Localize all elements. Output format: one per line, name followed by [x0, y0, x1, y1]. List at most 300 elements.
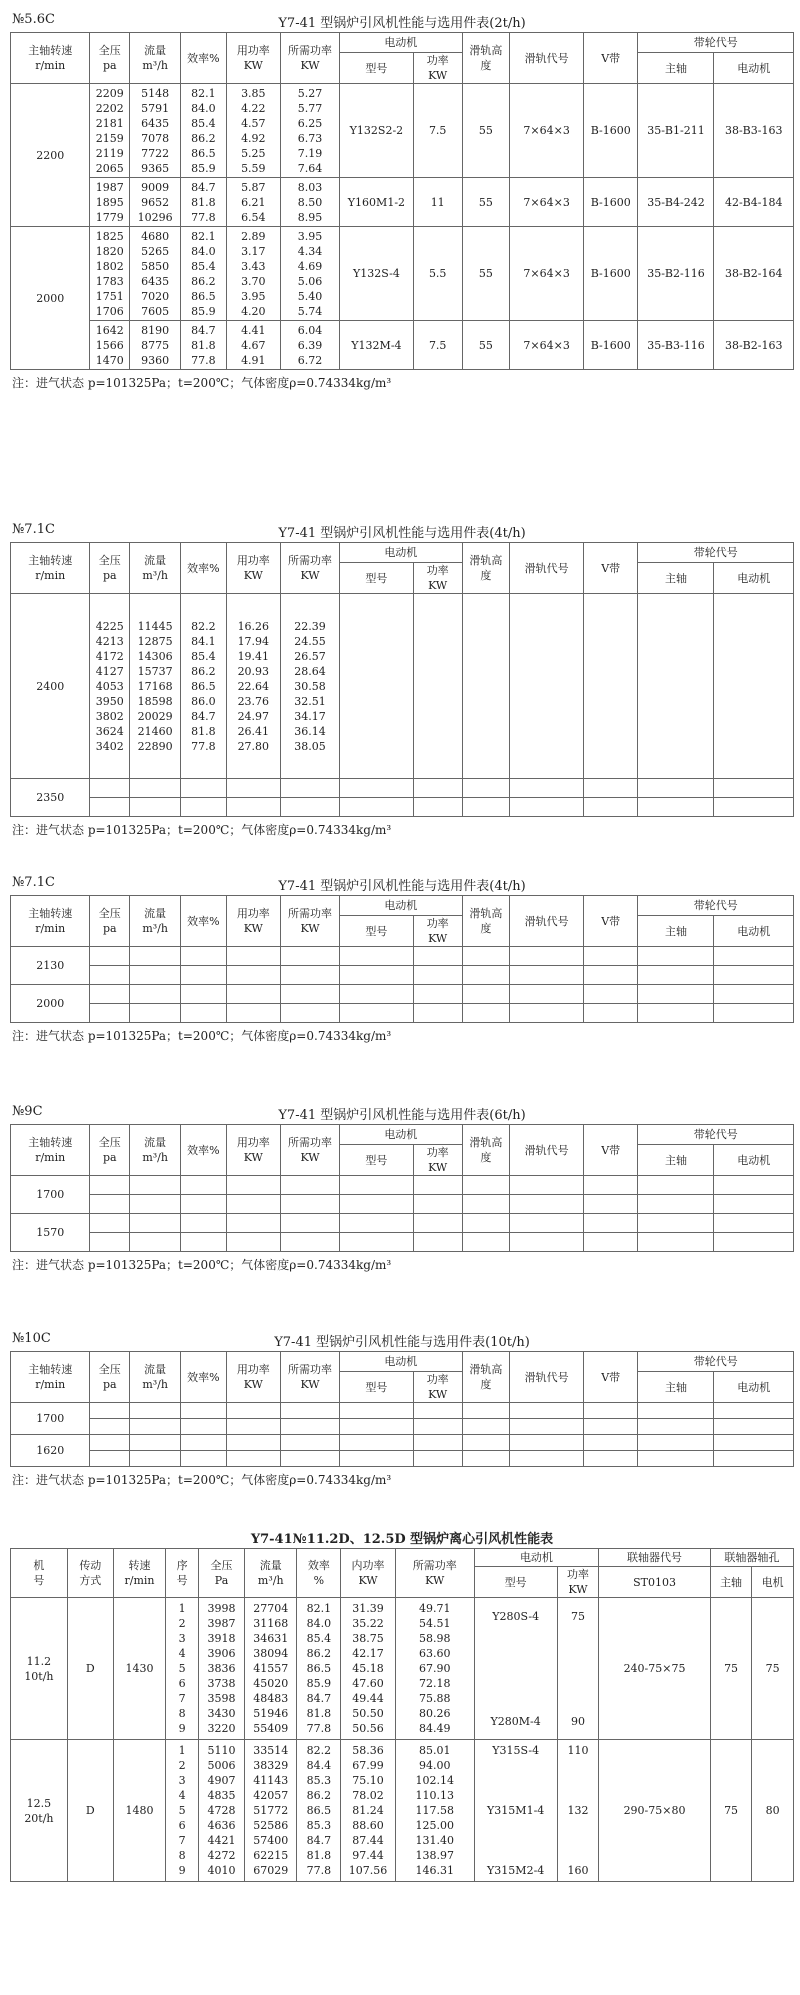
- empty-cell: [281, 947, 340, 966]
- table-heading: [10, 520, 794, 542]
- rail-height-header: 滑轨高 度: [462, 543, 510, 594]
- rail-height-header: 滑轨高 度: [462, 896, 510, 947]
- motor-power-cell: 7.5: [413, 321, 462, 370]
- speed-cell: 2200: [11, 84, 90, 227]
- empty-cell: [226, 1195, 280, 1214]
- empty-cell: [90, 966, 130, 985]
- power-header: 用功率 KW: [226, 543, 280, 594]
- table-row: [11, 594, 794, 779]
- pulley-motor-header: 电动机: [714, 53, 794, 84]
- motor-hole-cell: 75: [752, 1598, 794, 1740]
- pulley-code-header: 带轮代号: [638, 543, 794, 563]
- empty-cell: [130, 966, 181, 985]
- spindle-header: 主轴: [638, 1372, 714, 1403]
- header-row: [11, 1352, 794, 1372]
- spindle-header: 主轴: [638, 1145, 714, 1176]
- empty-cell: [181, 966, 226, 985]
- empty-cell: [510, 947, 584, 966]
- vbelt-header: V带: [583, 33, 637, 84]
- empty-cell: [130, 1004, 181, 1023]
- empty-cell: [181, 1214, 226, 1233]
- pressure-cell: 1987 1895 1779: [90, 178, 130, 227]
- table-title: Y7-41 型锅炉引风机性能与选用件表(4t/h): [278, 526, 526, 541]
- speed-cell: 2000: [11, 227, 90, 370]
- empty-cell: [714, 798, 794, 817]
- empty-cell: [462, 1214, 510, 1233]
- spindle-pulley-cell: 35-B2-116: [638, 227, 714, 321]
- spindle-hole-cell: 75: [710, 1598, 752, 1740]
- empty-cell: [226, 1403, 280, 1419]
- empty-cell: [226, 779, 280, 798]
- empty-cell: [340, 798, 414, 817]
- inner-power-header: 内功率 KW: [341, 1549, 396, 1598]
- rail-code-header: 滑轨代号: [510, 1125, 584, 1176]
- empty-cell: [281, 1233, 340, 1252]
- motor-header: 电动机: [340, 1352, 463, 1372]
- table-row: [11, 1233, 794, 1252]
- empty-cell: [413, 966, 462, 985]
- empty-cell: [714, 1435, 794, 1451]
- table-heading: [10, 10, 794, 32]
- flow-cell: 5148 5791 6435 7078 7722 9365: [130, 84, 181, 178]
- efficiency-cell: 82.2 84.1 85.4 86.2 86.5 86.0 84.7 81.8 77.8: [181, 594, 226, 779]
- vbelt-cell: B-1600: [583, 178, 637, 227]
- efficiency-cell: 82.1 84.0 85.4 86.2 86.5 85.9: [181, 227, 226, 321]
- motor-model-cell: Y280S-4 Y280M-4: [474, 1598, 557, 1740]
- vbelt-header: V带: [583, 896, 637, 947]
- efficiency-cell: 82.1 84.0 85.4 86.2 86.5 85.9: [181, 84, 226, 178]
- flow-cell: 8190 8775 9360: [130, 321, 181, 370]
- empty-cell: [281, 985, 340, 1004]
- flow-cell: 11445 12875 14306 15737 17168 18598 20029 21460 22890: [130, 594, 181, 779]
- empty-cell: [714, 947, 794, 966]
- required-power-header: 所需功率 KW: [281, 33, 340, 84]
- motor-power-header: 功率 KW: [413, 916, 462, 947]
- empty-cell: [281, 1419, 340, 1435]
- rail-height-header: 滑轨高 度: [462, 1352, 510, 1403]
- empty-cell: [413, 1435, 462, 1451]
- empty-cell: [281, 798, 340, 817]
- required-power-header: 所需功率 KW: [281, 896, 340, 947]
- empty-cell: [413, 985, 462, 1004]
- empty-cell: [181, 1233, 226, 1252]
- header-row: [11, 896, 794, 916]
- speed-header: 主轴转速 r/min: [11, 1352, 90, 1403]
- flow-cell: 9009 9652 10296: [130, 178, 181, 227]
- required-power-cell: 6.04 6.39 6.72: [281, 321, 340, 370]
- empty-cell: [181, 779, 226, 798]
- empty-cell: [340, 947, 414, 966]
- empty-cell: [226, 1451, 280, 1467]
- empty-cell: [413, 779, 462, 798]
- table-title: Y7-41 型锅炉引风机性能与选用件表(10t/h): [274, 1335, 530, 1350]
- empty-cell: [583, 1214, 637, 1233]
- pulley-motor-header: 电动机: [714, 563, 794, 594]
- power-cell: 4.41 4.67 4.91: [226, 321, 280, 370]
- sequence-cell: 1 2 3 4 5 6 7 8 9: [166, 1598, 199, 1740]
- empty-cell: [510, 1403, 584, 1419]
- empty-cell: [638, 1403, 714, 1419]
- efficiency-cell: 84.7 81.8 77.8: [181, 178, 226, 227]
- empty-cell: [638, 779, 714, 798]
- efficiency-cell: 84.7 81.8 77.8: [181, 321, 226, 370]
- motor-header: 电动机: [340, 896, 463, 916]
- flow-header: 流量 m³/h: [130, 1352, 181, 1403]
- empty-cell: [181, 1176, 226, 1195]
- empty-cell: [510, 966, 584, 985]
- pressure-cell: 2209 2202 2181 2159 2119 2065: [90, 84, 130, 178]
- efficiency-header: 效率%: [181, 1352, 226, 1403]
- empty-cell: [181, 985, 226, 1004]
- empty-cell: [281, 1451, 340, 1467]
- pressure-header: 全压 pa: [90, 1352, 130, 1403]
- performance-table: [10, 895, 794, 1023]
- empty-cell: [462, 1004, 510, 1023]
- drive-type-cell: D: [67, 1598, 113, 1740]
- motor-power-cell: 7.5: [413, 84, 462, 178]
- empty-cell: [714, 1195, 794, 1214]
- empty-cell: [130, 1419, 181, 1435]
- fan-number: №9C: [12, 1104, 43, 1119]
- table-row: [11, 84, 794, 178]
- speed-cell: 2350: [11, 779, 90, 817]
- empty-cell: [510, 985, 584, 1004]
- required-power-header: 所需功率 KW: [281, 1125, 340, 1176]
- motor-model-header: 型号: [340, 916, 414, 947]
- empty-cell: [340, 779, 414, 798]
- motor-header: 电动机: [474, 1549, 599, 1567]
- flow-header: 流量 m³/h: [130, 543, 181, 594]
- motor-model-header: 型号: [340, 563, 414, 594]
- power-header: 用功率 KW: [226, 1125, 280, 1176]
- empty-cell: [462, 985, 510, 1004]
- fan-number: №5.6C: [12, 12, 55, 27]
- motor-model-cell: Y132S-4: [340, 227, 414, 321]
- efficiency-cell: 82.2 84.4 85.3 86.2 86.5 85.3 84.7 81.8 77.8: [297, 1740, 341, 1882]
- spindle-pulley-cell: 35-B3-116: [638, 321, 714, 370]
- table-title: Y7-41№11.2D、12.5D 型锅炉离心引风机性能表: [250, 1532, 554, 1547]
- inlet-condition-note: 注：进气状态 p=101325Pa；t=200℃；气体密度ρ=0.74334kg/m³: [12, 1258, 392, 1272]
- required-power-cell: 85.01 94.00 102.14 110.13 117.58 125.00 131.40 138.97 146.31: [395, 1740, 474, 1882]
- spindle-pulley-cell: 35-B4-242: [638, 178, 714, 227]
- empty-cell: [510, 1214, 584, 1233]
- empty-cell: [714, 1451, 794, 1467]
- motor-model-header: 型号: [340, 1145, 414, 1176]
- inlet-condition-note: 注：进气状态 p=101325Pa；t=200℃；气体密度ρ=0.74334kg/m³: [12, 823, 392, 837]
- required-power-cell: 49.71 54.51 58.98 63.60 67.90 72.18 75.88 80.26 84.49: [395, 1598, 474, 1740]
- empty-cell: [90, 1176, 130, 1195]
- table-row: [11, 1195, 794, 1214]
- rail-height-header: 滑轨高 度: [462, 1125, 510, 1176]
- empty-cell: [226, 798, 280, 817]
- table-5-6c: [10, 10, 794, 394]
- empty-cell: [281, 1403, 340, 1419]
- empty-cell: [583, 1233, 637, 1252]
- empty-cell: [510, 1195, 584, 1214]
- speed-header: 主轴转速 r/min: [11, 896, 90, 947]
- empty-cell: [181, 947, 226, 966]
- fan-number: №7.1C: [12, 522, 55, 537]
- inlet-condition-note: 注：进气状态 p=101325Pa；t=200℃；气体密度ρ=0.74334kg/m³: [12, 1473, 392, 1487]
- drive-type-header: 传动 方式: [67, 1549, 113, 1598]
- required-power-header: 所需功率 KW: [281, 543, 340, 594]
- power-cell: 3.85 4.22 4.57 4.92 5.25 5.59: [226, 84, 280, 178]
- empty-cell: [413, 1233, 462, 1252]
- empty-cell: [462, 1195, 510, 1214]
- empty-cell: [181, 1451, 226, 1467]
- table-row: [11, 1451, 794, 1467]
- empty-cell: [510, 1419, 584, 1435]
- table-row: [11, 1419, 794, 1435]
- empty-cell: [340, 1451, 414, 1467]
- pulley-code-header: 带轮代号: [638, 33, 794, 53]
- spindle-header: 主轴: [710, 1567, 752, 1598]
- machine-no-header: 机 号: [11, 1549, 68, 1598]
- table-heading: [10, 873, 794, 895]
- rail-code-header: 滑轨代号: [510, 1352, 584, 1403]
- empty-cell: [340, 1004, 414, 1023]
- table-row: [11, 985, 794, 1004]
- speed-cell: 1620: [11, 1435, 90, 1467]
- flow-header: 流量 m³/h: [244, 1549, 296, 1598]
- motor-model-header: 型号: [474, 1567, 557, 1598]
- pulley-motor-header: 电动机: [714, 1372, 794, 1403]
- empty-cell: [130, 1435, 181, 1451]
- empty-cell: [462, 1451, 510, 1467]
- empty-cell: [340, 1176, 414, 1195]
- vbelt-cell: B-1600: [583, 321, 637, 370]
- header-row: [11, 543, 794, 563]
- rail-height-header: 滑轨高 度: [462, 33, 510, 84]
- fan-number: №7.1C: [12, 875, 55, 890]
- table-row: [11, 1740, 794, 1882]
- empty-cell: [714, 1214, 794, 1233]
- empty-cell: [90, 1451, 130, 1467]
- table-title: Y7-41 型锅炉引风机性能与选用件表(4t/h): [278, 879, 526, 894]
- motor-model-cell: Y132S2-2: [340, 84, 414, 178]
- performance-table: [10, 1124, 794, 1252]
- empty-cell: [462, 947, 510, 966]
- table-heading: [10, 1329, 794, 1351]
- empty-cell: [638, 1435, 714, 1451]
- table-11-2d-12-5d: [10, 1526, 794, 1882]
- vbelt-header: V带: [583, 1125, 637, 1176]
- empty-cell: [340, 1195, 414, 1214]
- empty-cell: [281, 1176, 340, 1195]
- table-row: [11, 1214, 794, 1233]
- empty-cell: [714, 1233, 794, 1252]
- required-power-cell: 22.39 24.55 26.57 28.64 30.58 32.51 34.17 36.14 38.05: [281, 594, 340, 779]
- empty-cell: [638, 1176, 714, 1195]
- empty-cell: [340, 985, 414, 1004]
- empty-cell: [281, 779, 340, 798]
- empty-cell: [510, 594, 584, 779]
- inlet-condition-note: 注：进气状态 p=101325Pa；t=200℃；气体密度ρ=0.74334kg/m³: [12, 376, 392, 390]
- table-row: [11, 227, 794, 321]
- empty-cell: [130, 985, 181, 1004]
- empty-cell: [90, 1195, 130, 1214]
- table-row: [11, 1403, 794, 1419]
- empty-cell: [413, 947, 462, 966]
- motor-power-header: 功率 KW: [413, 563, 462, 594]
- motor-power-cell: 5.5: [413, 227, 462, 321]
- empty-cell: [226, 1176, 280, 1195]
- spindle-hole-cell: 75: [710, 1740, 752, 1882]
- pulley-code-header: 带轮代号: [638, 896, 794, 916]
- speed-header: 主轴转速 r/min: [11, 543, 90, 594]
- empty-cell: [510, 1233, 584, 1252]
- performance-table: [10, 1351, 794, 1467]
- table-7-1c-a: [10, 520, 794, 841]
- rail-height-cell: 55: [462, 84, 510, 178]
- empty-cell: [90, 1403, 130, 1419]
- empty-cell: [181, 1195, 226, 1214]
- empty-cell: [510, 1176, 584, 1195]
- sequence-cell: 1 2 3 4 5 6 7 8 9: [166, 1740, 199, 1882]
- table-row: [11, 966, 794, 985]
- empty-cell: [90, 1419, 130, 1435]
- power-cell: 2.89 3.17 3.43 3.70 3.95 4.20: [226, 227, 280, 321]
- table-9c: [10, 1102, 794, 1276]
- speed-cell: 2400: [11, 594, 90, 779]
- rail-height-cell: 55: [462, 321, 510, 370]
- empty-cell: [226, 966, 280, 985]
- empty-cell: [340, 1233, 414, 1252]
- vbelt-header: V带: [583, 543, 637, 594]
- empty-cell: [583, 594, 637, 779]
- spindle-header: 主轴: [638, 53, 714, 84]
- efficiency-header: 效率%: [181, 896, 226, 947]
- empty-cell: [130, 1403, 181, 1419]
- inner-power-cell: 58.36 67.99 75.10 78.02 81.24 88.60 87.44 97.44 107.56: [341, 1740, 396, 1882]
- rail-code-header: 滑轨代号: [510, 543, 584, 594]
- sequence-header: 序 号: [166, 1549, 199, 1598]
- motor-power-header: 功率 KW: [413, 1145, 462, 1176]
- speed-cell: 1700: [11, 1403, 90, 1435]
- table-row: [11, 1176, 794, 1195]
- empty-cell: [181, 1435, 226, 1451]
- pressure-header: 全压 pa: [90, 896, 130, 947]
- required-power-header: 所需功率 KW: [395, 1549, 474, 1598]
- empty-cell: [714, 1403, 794, 1419]
- empty-cell: [90, 798, 130, 817]
- empty-cell: [510, 1004, 584, 1023]
- header-row: [11, 1549, 794, 1567]
- empty-cell: [583, 1435, 637, 1451]
- pressure-header: 全压 pa: [90, 1125, 130, 1176]
- machine-no-cell: 11.2 10t/h: [11, 1598, 68, 1740]
- empty-cell: [90, 985, 130, 1004]
- empty-cell: [714, 985, 794, 1004]
- efficiency-header: 效率%: [181, 1125, 226, 1176]
- empty-cell: [583, 966, 637, 985]
- pulley-motor-header: 电动机: [714, 916, 794, 947]
- empty-cell: [226, 1004, 280, 1023]
- empty-cell: [462, 798, 510, 817]
- empty-cell: [583, 798, 637, 817]
- header-row: [11, 1125, 794, 1145]
- rail-code-header: 滑轨代号: [510, 896, 584, 947]
- speed-cell: 1700: [11, 1176, 90, 1214]
- performance-table: [10, 542, 794, 817]
- empty-cell: [714, 1176, 794, 1195]
- empty-cell: [510, 1435, 584, 1451]
- empty-cell: [340, 594, 414, 779]
- pulley-code-header: 带轮代号: [638, 1352, 794, 1372]
- motor-model-header: 型号: [340, 1372, 414, 1403]
- coupling-hole-header: 联轴器轴孔: [710, 1549, 793, 1567]
- vbelt-header: V带: [583, 1352, 637, 1403]
- speed-header: 主轴转速 r/min: [11, 33, 90, 84]
- required-power-cell: 8.03 8.50 8.95: [281, 178, 340, 227]
- empty-cell: [638, 1419, 714, 1435]
- empty-cell: [462, 1419, 510, 1435]
- motor-power-cell: 75 90: [557, 1598, 599, 1740]
- table-heading: [10, 1526, 794, 1548]
- empty-cell: [130, 1451, 181, 1467]
- speed-header: 主轴转速 r/min: [11, 1125, 90, 1176]
- flow-cell: 33514 38329 41143 42057 51772 52586 57400 62215 67029: [244, 1740, 296, 1882]
- empty-cell: [583, 1195, 637, 1214]
- speed-cell: 2000: [11, 985, 90, 1023]
- motor-model-cell: Y160M1-2: [340, 178, 414, 227]
- motor-power-header: 功率 KW: [413, 1372, 462, 1403]
- empty-cell: [413, 1419, 462, 1435]
- motor-model-cell: Y315S-4 Y315M1-4 Y315M2-4: [474, 1740, 557, 1882]
- empty-cell: [413, 1004, 462, 1023]
- power-cell: 5.87 6.21 6.54: [226, 178, 280, 227]
- empty-cell: [226, 1419, 280, 1435]
- vbelt-cell: B-1600: [583, 227, 637, 321]
- motor-hole-cell: 80: [752, 1740, 794, 1882]
- power-header: 用功率 KW: [226, 33, 280, 84]
- motor-header: 电动机: [340, 33, 463, 53]
- empty-cell: [226, 947, 280, 966]
- motor-hole-header: 电机: [752, 1567, 794, 1598]
- speed-cell: 1570: [11, 1214, 90, 1252]
- empty-cell: [638, 1195, 714, 1214]
- empty-cell: [226, 1233, 280, 1252]
- empty-cell: [90, 1004, 130, 1023]
- empty-cell: [714, 594, 794, 779]
- pulley-code-header: 带轮代号: [638, 1125, 794, 1145]
- table-row: [11, 798, 794, 817]
- empty-cell: [638, 594, 714, 779]
- motor-model-header: 型号: [340, 53, 414, 84]
- flow-header: 流量 m³/h: [130, 33, 181, 84]
- table-row: [11, 779, 794, 798]
- motor-pulley-cell: 38-B2-163: [714, 321, 794, 370]
- rail-code-cell: 7×64×3: [510, 227, 584, 321]
- empty-cell: [340, 1403, 414, 1419]
- table-10c: [10, 1329, 794, 1491]
- empty-cell: [340, 1435, 414, 1451]
- flow-cell: 4680 5265 5850 6435 7020 7605: [130, 227, 181, 321]
- speed-cell: 2130: [11, 947, 90, 985]
- empty-cell: [340, 1419, 414, 1435]
- empty-cell: [714, 779, 794, 798]
- table-row: [11, 947, 794, 966]
- flow-header: 流量 m³/h: [130, 896, 181, 947]
- empty-cell: [413, 1176, 462, 1195]
- motor-header: 电动机: [340, 1125, 463, 1145]
- empty-cell: [90, 1233, 130, 1252]
- empty-cell: [638, 1451, 714, 1467]
- motor-model-cell: Y132M-4: [340, 321, 414, 370]
- required-power-cell: 5.27 5.77 6.25 6.73 7.19 7.64: [281, 84, 340, 178]
- empty-cell: [90, 947, 130, 966]
- rail-code-cell: 7×64×3: [510, 178, 584, 227]
